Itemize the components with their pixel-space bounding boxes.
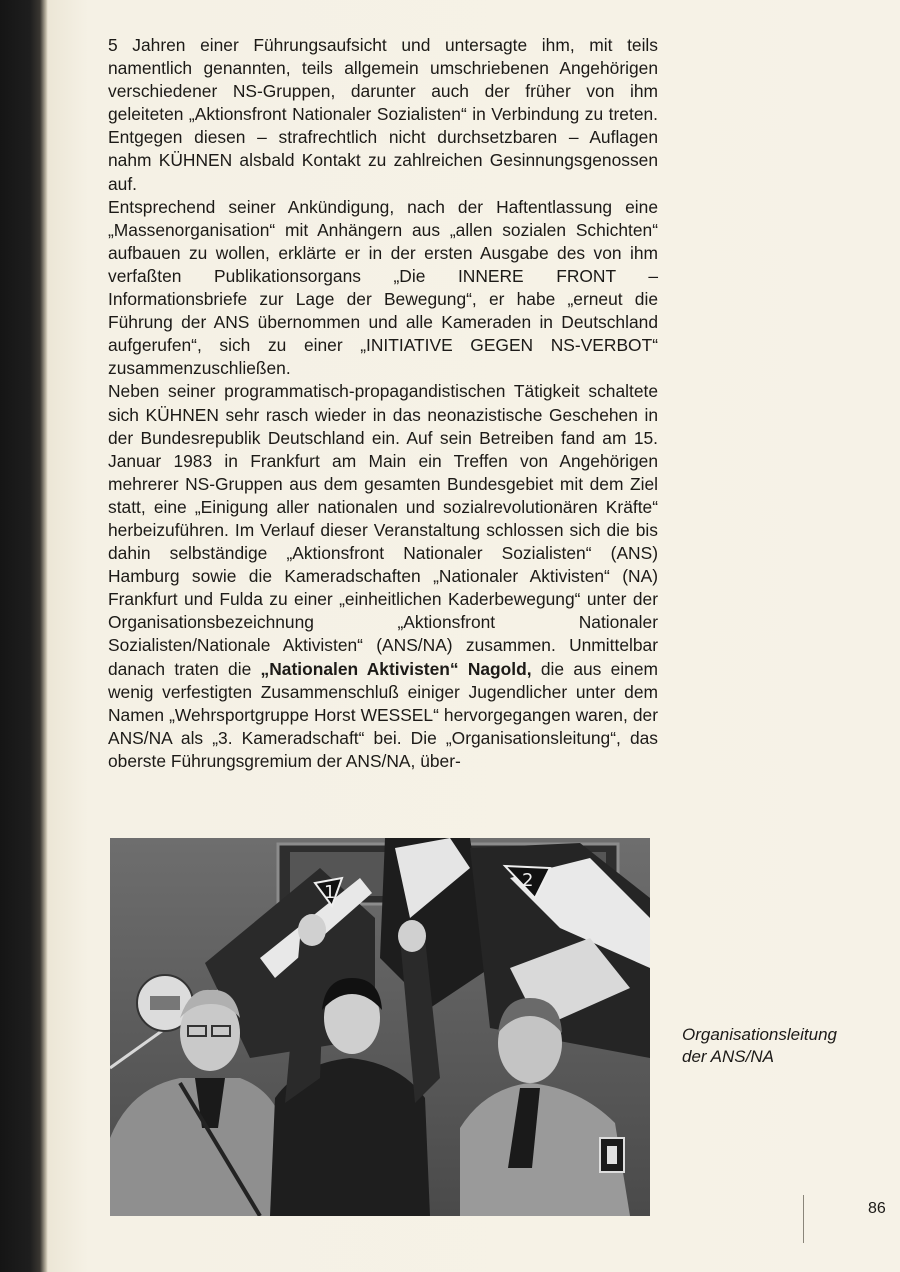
round-emblem-detail [150,996,180,1010]
book-page [48,0,900,1272]
paragraph-2: Entsprechend seiner Ankündigung, nach der Haftentlassung eine „Massenorganisation“ mit Anhängern aus „allen sozialen Schichten“ aufbauen zu wollen, erklärte er in der ersten Ausgabe des von ihm verfaßten Publikationsorgans „Die INNERE FRONT – Informationsbriefe zur Lage der Bewegung“, er habe „erneut die Führung der ANS übernommen und alle Kameraden in Deutschland aufgerufen“, sich zu einer „INITIATIVE GEGEN NS-VERBOT“ zusammenzuschließen. [108,196,658,379]
photo-caption [682,1024,882,1068]
flag-right-number: 2 [522,870,534,891]
margin-rule [803,1195,804,1243]
book-binding-edge [0,0,48,1272]
main-text-block [108,34,658,773]
paragraph-1: 5 Jahren einer Führungsaufsicht und untersagte ihm, mit teils namentlich genannten, teils allgemein umschriebenen Angehörigen verschiedener NS-Gruppen, darunter auch der früher von ihm geleiteten „Aktionsfront Nationaler Sozialisten“ in Verbindung zu treten. Entgegen diesen – strafrechtlich nicht durchsetzbaren – Auflagen nahm KÜHNEN alsbald Kontakt zu zahlreichen Gesinnungsgenossen auf. [108,35,658,194]
paragraph-3-end: die aus einem wenig verfestigten Zusammenschluß einiger Jugendlicher unter dem Namen „Wehrsportgruppe Horst WESSEL“ hervorgegangen waren, der ANS/NA als „3. Kameradschaft“ bei. Die „Organisationsleitung“, das oberste Führungsgremium der ANS/NA, über- [108,658,659,771]
group-photo [110,838,650,1216]
flag-left-number: 1 [324,882,336,903]
group-photo-illustration [110,838,650,1216]
paragraph-3-start: Neben seiner programmatisch-propagandistischen Tätigkeit schaltete sich KÜHNEN sehr rasch wieder in das neonazistische Geschehen in der Bundesrepublik Deutschland ein. Auf sein Betreiben fand am 15. Januar 1983 in Frankfurt am Main ein Treffen von Angehörigen mehrerer NS-Gruppen aus dem gesamten Bundesgebiet mit dem Ziel statt, eine „Einigung aller nationalen und sozialrevolutionären Kräfte“ herbeizuführen. Im Verlauf dieser Veranstaltung schlossen sich die bis dahin selbständige „Aktionsfront Nationaler Sozialisten“ (ANS) Hamburg sowie die Kameradschaften „Nationaler Aktivisten“ (NA) Frankfurt und Fulda zu einer „einheitlichen Kaderbewegung“ unter der Organisationsbezeichnung „Aktionsfront Nationaler Sozialisten/Nationale Aktivisten“ (ANS/NA) zusammen. Unmittelbar danach traten die [108,381,658,679]
paragraph-3 [108,380,658,773]
nationale-aktivisten-nagold-bold: „Nationalen Aktivisten“ Nagold, [260,658,532,679]
caption-line-2: der ANS/NA [682,1047,774,1066]
page-number: 86 [868,1200,886,1217]
caption-line-1: Organisationsleitung [682,1025,837,1044]
